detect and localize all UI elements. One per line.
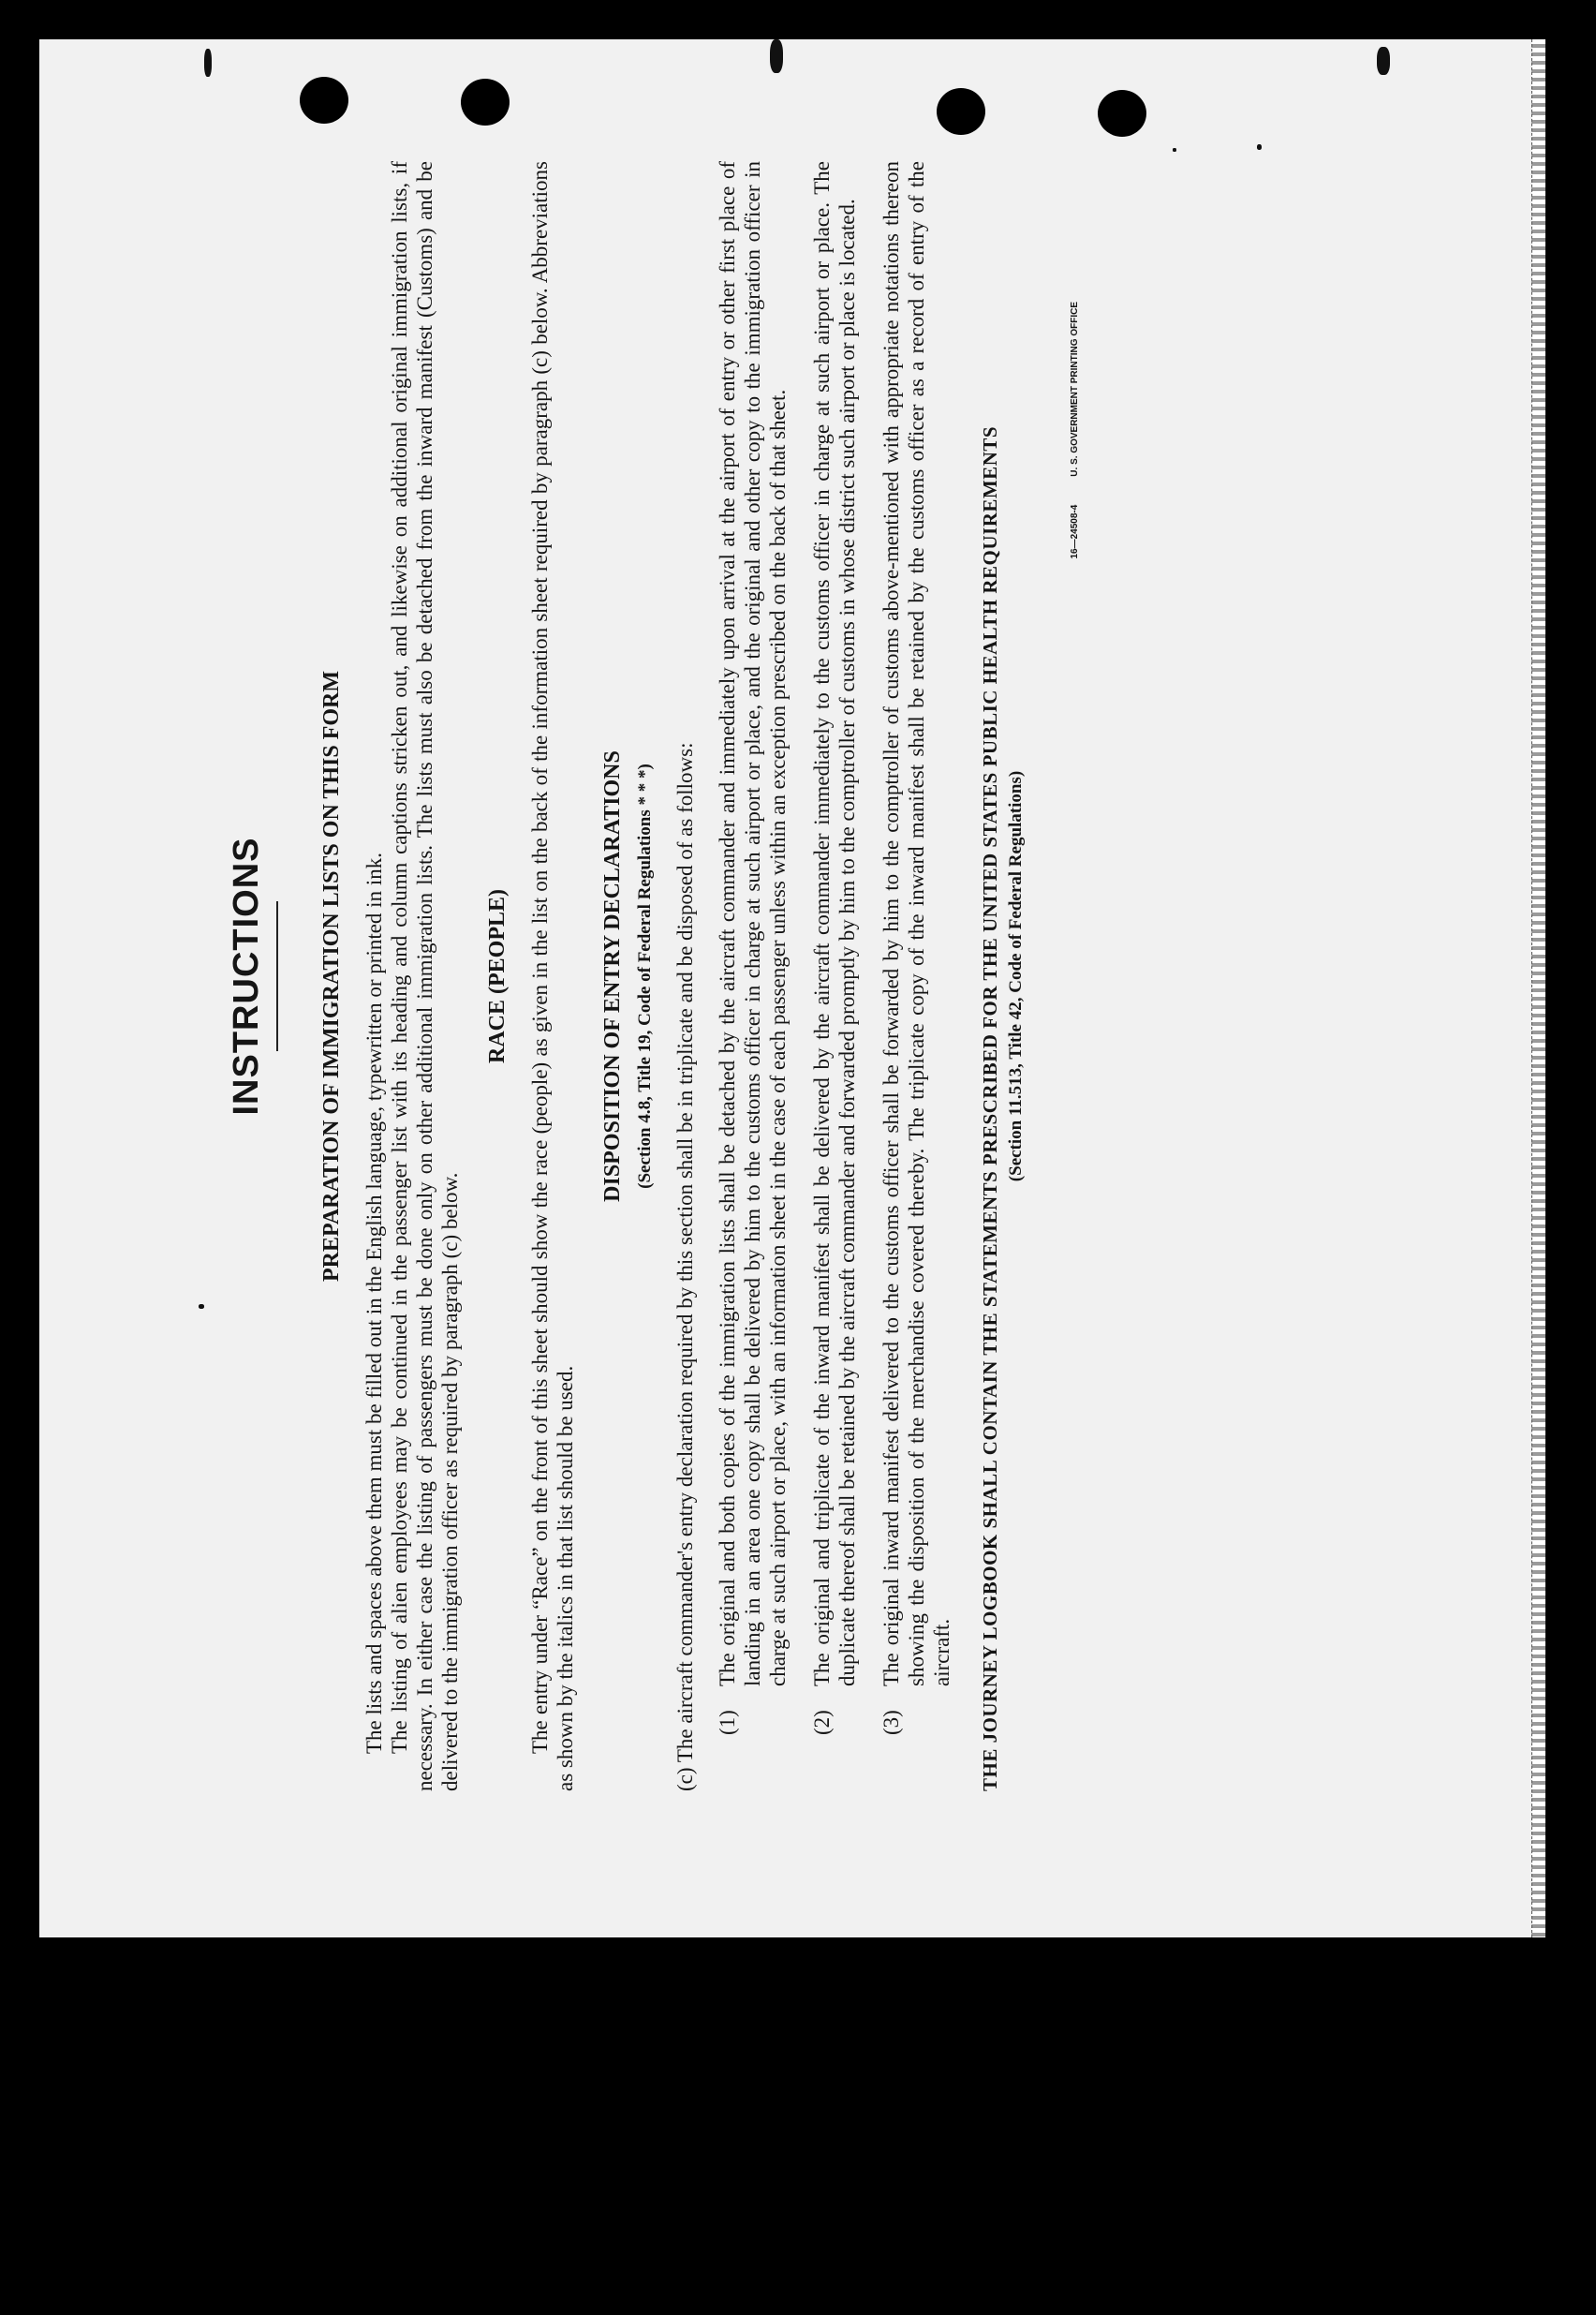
title-underline [276, 901, 278, 1051]
section-heading-race: RACE (PEOPLE) [485, 889, 510, 1063]
journey-logbook-citation: (Section 11.513, Title 42, Code of Federal Regulations) [1006, 770, 1026, 1182]
ink-speck [1173, 148, 1176, 152]
section-heading-preparation: PREPARATION OF IMMIGRATION LISTS ON THIS FORM [319, 670, 344, 1283]
ink-speck [199, 1304, 204, 1309]
paragraph-race-entry: The entry under “Race” on the front of this sheet should show the race (people) as given in the list on the back of the information sheet required by paragraph (c) below. Abbreviations as shown by the italics in that list should be used. [528, 161, 577, 1791]
clause-text: The original and both copies of the immigration lists shall be detached by the aircraft commander and immediately upon arrival at the airport of entry or other first place of landing in an area one copy shall be delivered by him to the customs officer in charge at such airport or place, and the original and other copy to the immigration officer in charge at such airport or place, with an information sheet in the case of each passenger unless within an exception prescribed on the back of that sheet. [716, 161, 790, 1686]
document-title: INSTRUCTIONS [227, 837, 266, 1116]
journey-logbook-notice: THE JOURNEY LOGBOOK SHALL CONTAIN THE STATEMENTS PRESCRIBED FOR THE UNITED STATES PUBLIC HEALTH REQUIREMENTS [979, 425, 1001, 1791]
clause-number: (3) [879, 1710, 903, 1735]
disposition-lead: (c) The aircraft commander's entry declaration required by this section shall be in triplicate and be disposed of as follows: [673, 742, 697, 1791]
ink-speck [1257, 144, 1262, 150]
punch-hole [937, 88, 985, 135]
clause-text: The original inward manifest delivered to the customs officer shall be forwarded by him to the comptroller of customs above-mentioned with appropriate notations thereon showing the disposition of the merchandise covered thereby. The triplicate copy of the inward manifest shall be retained by the customs officer as a record of entry of the aircraft. [879, 161, 953, 1686]
ink-speck [1377, 47, 1390, 75]
clause-text: The original and triplicate of the inward manifest shall be delivered by the aircraft commander immediately to the customs officer in charge at such airport or place. The duplicate thereof shall be retained by the aircraft commander and forwarded promptly by him to the comptroller of customs in whose district such airport or place is located. [810, 161, 859, 1686]
document-page [39, 39, 1545, 1937]
paragraph-alien-employees: The listing of alien employees may be continued in the passenger list with its heading and column captions stricken out, and likewise on additional original immigration lists, if necessary. In either case the listing of passengers must be done only on other additional immigration lists. The lists must also be detached from the inward manifest (Customs) and be delivered to the immigration officer as required by paragraph (c) below. [388, 161, 462, 1791]
clause-3 [879, 161, 954, 1791]
clause-number: (1) [716, 1710, 739, 1735]
punch-hole [1098, 90, 1146, 137]
ink-speck [770, 39, 783, 73]
clause-1 [715, 161, 791, 1791]
disposition-citation: (Section 4.8, Title 19, Code of Federal Regulations * * *) [635, 764, 655, 1189]
perforated-edge [1531, 39, 1545, 1937]
paragraph-filling-instructions: The lists and spaces above them must be filled out in the English language, typewritten or printed in ink. [362, 853, 386, 1754]
form-number: 16—24508-4 [1070, 504, 1080, 559]
clause-number: (2) [810, 1710, 834, 1735]
punch-hole [300, 77, 348, 124]
printer-imprint [1070, 161, 1080, 1791]
section-heading-disposition: DISPOSITION OF ENTRY DECLARATIONS [600, 750, 625, 1202]
rotated-text-block [227, 161, 1426, 1791]
ink-speck [204, 49, 212, 77]
punch-hole [461, 79, 510, 126]
clause-2 [809, 161, 860, 1791]
printer-name: U. S. GOVERNMENT PRINTING OFFICE [1070, 302, 1080, 477]
